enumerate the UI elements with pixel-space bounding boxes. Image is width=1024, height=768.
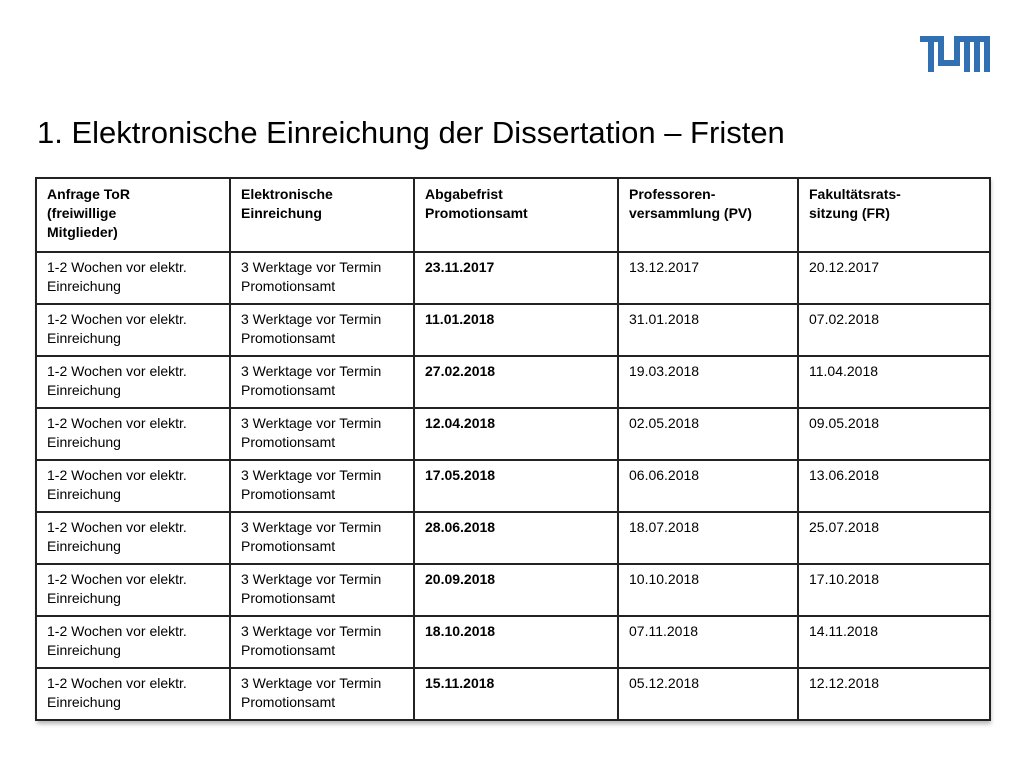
cell-line: 3 Werktage vor Termin	[241, 675, 382, 691]
cell-fr-date: 09.05.2018	[798, 408, 990, 460]
cell-abgabefrist: 28.06.2018	[414, 512, 618, 564]
cell-einreichung	[230, 304, 414, 356]
cell-fr-date: 17.10.2018	[798, 564, 990, 616]
table-row	[36, 564, 990, 616]
cell-abgabefrist: 27.02.2018	[414, 356, 618, 408]
header-line: Mitglieder)	[47, 224, 118, 240]
cell-anfrage-tor	[36, 512, 230, 564]
header-line: sitzung (FR)	[809, 205, 890, 221]
cell-anfrage-tor	[36, 668, 230, 720]
header-anfrage-tor	[36, 178, 230, 252]
table-row	[36, 616, 990, 668]
cell-line: 1-2 Wochen vor elektr.	[47, 311, 187, 327]
cell-einreichung	[230, 512, 414, 564]
cell-anfrage-tor	[36, 460, 230, 512]
table-row	[36, 460, 990, 512]
cell-line: 1-2 Wochen vor elektr.	[47, 363, 187, 379]
cell-fr-date: 20.12.2017	[798, 252, 990, 304]
cell-line: 3 Werktage vor Termin	[241, 571, 382, 587]
cell-anfrage-tor	[36, 408, 230, 460]
cell-anfrage-tor	[36, 304, 230, 356]
cell-pv-date: 19.03.2018	[618, 356, 798, 408]
cell-line: Einreichung	[47, 486, 121, 502]
cell-line: Promotionsamt	[241, 538, 336, 554]
cell-einreichung	[230, 564, 414, 616]
table-row	[36, 356, 990, 408]
header-line: Professoren-	[629, 186, 716, 202]
cell-fr-date: 14.11.2018	[798, 616, 990, 668]
table-row	[36, 408, 990, 460]
cell-abgabefrist: 15.11.2018	[414, 668, 618, 720]
slide-title: 1. Elektronische Einreichung der Dissertation – Fristen	[37, 115, 785, 150]
cell-line: Promotionsamt	[241, 434, 336, 450]
header-line: Einreichung	[241, 205, 322, 221]
header-line: (freiwillige	[47, 205, 117, 221]
cell-pv-date: 18.07.2018	[618, 512, 798, 564]
cell-line: Einreichung	[47, 694, 121, 710]
header-line: Abgabefrist	[425, 186, 503, 202]
cell-abgabefrist: 18.10.2018	[414, 616, 618, 668]
table-row	[36, 512, 990, 564]
cell-line: 1-2 Wochen vor elektr.	[47, 571, 187, 587]
cell-line: Einreichung	[47, 434, 121, 450]
cell-line: Promotionsamt	[241, 278, 336, 294]
cell-line: 1-2 Wochen vor elektr.	[47, 623, 187, 639]
cell-abgabefrist: 12.04.2018	[414, 408, 618, 460]
tum-logo-icon	[920, 36, 990, 72]
cell-pv-date: 10.10.2018	[618, 564, 798, 616]
cell-line: 3 Werktage vor Termin	[241, 415, 382, 431]
cell-pv-date: 05.12.2018	[618, 668, 798, 720]
cell-line: 3 Werktage vor Termin	[241, 623, 382, 639]
cell-anfrage-tor	[36, 564, 230, 616]
cell-line: Einreichung	[47, 330, 121, 346]
cell-fr-date: 12.12.2018	[798, 668, 990, 720]
cell-abgabefrist: 20.09.2018	[414, 564, 618, 616]
cell-fr-date: 13.06.2018	[798, 460, 990, 512]
cell-anfrage-tor	[36, 252, 230, 304]
cell-line: 3 Werktage vor Termin	[241, 467, 382, 483]
cell-line: 1-2 Wochen vor elektr.	[47, 519, 187, 535]
header-line: Anfrage ToR	[47, 186, 130, 202]
cell-line: Einreichung	[47, 278, 121, 294]
cell-einreichung	[230, 668, 414, 720]
table-row	[36, 304, 990, 356]
deadlines-table-container	[35, 177, 989, 721]
cell-line: Promotionsamt	[241, 694, 336, 710]
cell-line: Promotionsamt	[241, 330, 336, 346]
cell-line: Promotionsamt	[241, 642, 336, 658]
cell-line: 3 Werktage vor Termin	[241, 519, 382, 535]
table-header-row	[36, 178, 990, 252]
header-line: versammlung (PV)	[629, 205, 752, 221]
cell-anfrage-tor	[36, 356, 230, 408]
header-elektronische-einreichung	[230, 178, 414, 252]
cell-anfrage-tor	[36, 616, 230, 668]
header-line: Elektronische	[241, 186, 333, 202]
header-fakultaetsratssitzung	[798, 178, 990, 252]
cell-line: 1-2 Wochen vor elektr.	[47, 467, 187, 483]
cell-fr-date: 07.02.2018	[798, 304, 990, 356]
table-row	[36, 668, 990, 720]
cell-fr-date: 25.07.2018	[798, 512, 990, 564]
cell-line: 3 Werktage vor Termin	[241, 311, 382, 327]
deadlines-table	[35, 177, 991, 721]
header-professorenversammlung	[618, 178, 798, 252]
cell-pv-date: 06.06.2018	[618, 460, 798, 512]
cell-pv-date: 07.11.2018	[618, 616, 798, 668]
cell-line: 1-2 Wochen vor elektr.	[47, 259, 187, 275]
cell-line: Promotionsamt	[241, 382, 336, 398]
header-line: Fakultätsrats-	[809, 186, 901, 202]
cell-line: 1-2 Wochen vor elektr.	[47, 415, 187, 431]
cell-einreichung	[230, 356, 414, 408]
cell-line: Einreichung	[47, 538, 121, 554]
cell-pv-date: 02.05.2018	[618, 408, 798, 460]
cell-pv-date: 13.12.2017	[618, 252, 798, 304]
header-abgabefrist	[414, 178, 618, 252]
cell-abgabefrist: 17.05.2018	[414, 460, 618, 512]
cell-line: Promotionsamt	[241, 590, 336, 606]
cell-einreichung	[230, 408, 414, 460]
cell-pv-date: 31.01.2018	[618, 304, 798, 356]
cell-fr-date: 11.04.2018	[798, 356, 990, 408]
cell-einreichung	[230, 252, 414, 304]
cell-line: Einreichung	[47, 642, 121, 658]
cell-line: 1-2 Wochen vor elektr.	[47, 675, 187, 691]
cell-line: 3 Werktage vor Termin	[241, 363, 382, 379]
cell-line: Einreichung	[47, 590, 121, 606]
header-line: Promotionsamt	[425, 205, 528, 221]
cell-abgabefrist: 11.01.2018	[414, 304, 618, 356]
cell-einreichung	[230, 616, 414, 668]
cell-einreichung	[230, 460, 414, 512]
cell-abgabefrist: 23.11.2017	[414, 252, 618, 304]
cell-line: 3 Werktage vor Termin	[241, 259, 382, 275]
cell-line: Promotionsamt	[241, 486, 336, 502]
cell-line: Einreichung	[47, 382, 121, 398]
table-row	[36, 252, 990, 304]
